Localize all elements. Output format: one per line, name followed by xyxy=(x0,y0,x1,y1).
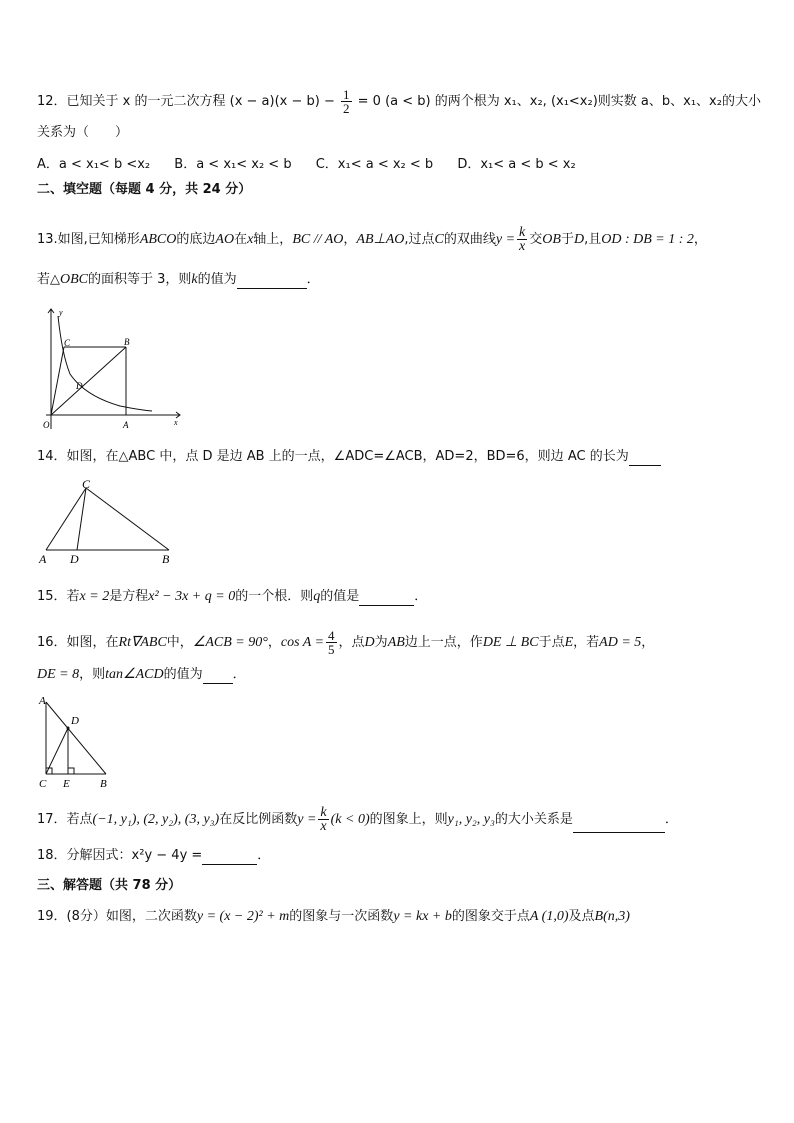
q14-answer-blank[interactable] xyxy=(629,451,661,466)
q13-label-x: x xyxy=(174,418,178,427)
q12-stem-a: 12．已知关于 x 的一元二次方程 (x − a)(x − b) − xyxy=(37,94,335,109)
q12-fraction: $\frac{1}{2}$ xyxy=(343,87,350,116)
q16-label-c: C xyxy=(39,778,47,790)
q15-answer-blank[interactable] xyxy=(359,591,414,606)
q16-line2: DE = 8，则tan∠ACD的值为 ． xyxy=(37,667,246,682)
q14-line: 14．如图，在△ABC 中，点 D 是边 AB 上的一点，∠ADC=∠ACB，AD=2，BD=6，则边 AC 的长为 xyxy=(37,448,661,466)
q16-label-a: A xyxy=(39,695,46,707)
q13-label-o: O xyxy=(43,420,50,430)
section-3-heading: 三、解答题（共 78 分） xyxy=(37,878,182,893)
q13-answer-blank[interactable] xyxy=(237,274,307,289)
q16-figure xyxy=(36,694,116,792)
q14-label-c: C xyxy=(82,477,91,491)
q17-answer-blank[interactable] xyxy=(573,818,665,833)
q16-fraction: $\frac{4}{5}$ xyxy=(328,628,335,657)
q19-line: 19．(8分）如图，二次函数y = (x − 2)² + m的图象与一次函数y = kx + b的图象交于点A (1,0)及点B(n,3) xyxy=(37,909,630,924)
q12-option-d[interactable]: D．x₁< a < b < x₂ xyxy=(457,157,576,172)
q13-label-y: y xyxy=(59,308,63,317)
q14-figure xyxy=(36,476,176,568)
q12-options xyxy=(37,156,596,174)
q13-label-c: C xyxy=(64,338,71,348)
q16-label-e: E xyxy=(63,778,70,790)
q17-fraction: $\frac{k}{x}$ xyxy=(320,805,327,834)
q16-label-d: D xyxy=(71,715,79,727)
q16-label-b: B xyxy=(100,778,107,790)
q12-stem-b: = 0 (a < b) 的两个根为 x₁、x₂, (x₁<x₂)则实数 a、b、x₁、x₂的大小 xyxy=(357,94,761,109)
q12-option-a[interactable]: A．a < x₁< b <x₂ xyxy=(37,157,151,172)
q13-hyperbola xyxy=(58,316,152,411)
q18-line: 18．分解因式：x²y − 4y = ． xyxy=(37,848,271,863)
q13-label-a: A xyxy=(123,420,129,430)
q14-label-a: A xyxy=(39,552,47,566)
q13-fraction: $\frac{k}{x}$ xyxy=(519,225,526,254)
q13-line1: 13.如图,已知梯形ABCO的底边AO在x轴上，BC // AO，AB⊥AO,过点C的双曲线y = $\frac{k}{x}$ 交OB于D,且OD : DB = 1 : 2， xyxy=(37,225,707,254)
q14-label-b: B xyxy=(162,552,170,566)
q13-line2: 若△OBC的面积等于 3，则k的值为 ． xyxy=(37,272,320,287)
q12-line1 xyxy=(37,88,761,115)
q16-line1: 16．如图，在Rt∇ABC中，∠ACB = 90°，cos A = $\frac{4}{5}$ ，点D为AB边上一点，作DE ⊥ BC于点E，若AD = 5， xyxy=(37,628,655,657)
q14-label-d: D xyxy=(70,552,79,566)
q12-line2: 关系为（ ） xyxy=(37,125,129,140)
section-2-heading: 二、填空题（每题 4 分，共 24 分） xyxy=(37,182,252,197)
q15-line: 15．若x = 2是方程x² − 3x + q = 0的一个根．则q的值是 ． xyxy=(37,589,428,604)
q17-line: 17．若点(−1, y₁), (2, y₂), (3, y₃)在反比例函数y = $\frac{k}{x}$ (k < 0)的图象上，则y₁, y₂, y₃的大小关系是 ． xyxy=(37,805,678,834)
q16-answer-blank[interactable] xyxy=(203,669,233,684)
q12-option-c[interactable]: C．x₁< a < x₂ < b xyxy=(315,157,434,172)
q13-label-d: D xyxy=(76,381,83,391)
q13-label-b: B xyxy=(124,337,130,347)
q12-option-b[interactable]: B．a < x₁< x₂ < b xyxy=(174,157,292,172)
q13-figure xyxy=(40,304,190,434)
q18-answer-blank[interactable] xyxy=(202,850,257,865)
